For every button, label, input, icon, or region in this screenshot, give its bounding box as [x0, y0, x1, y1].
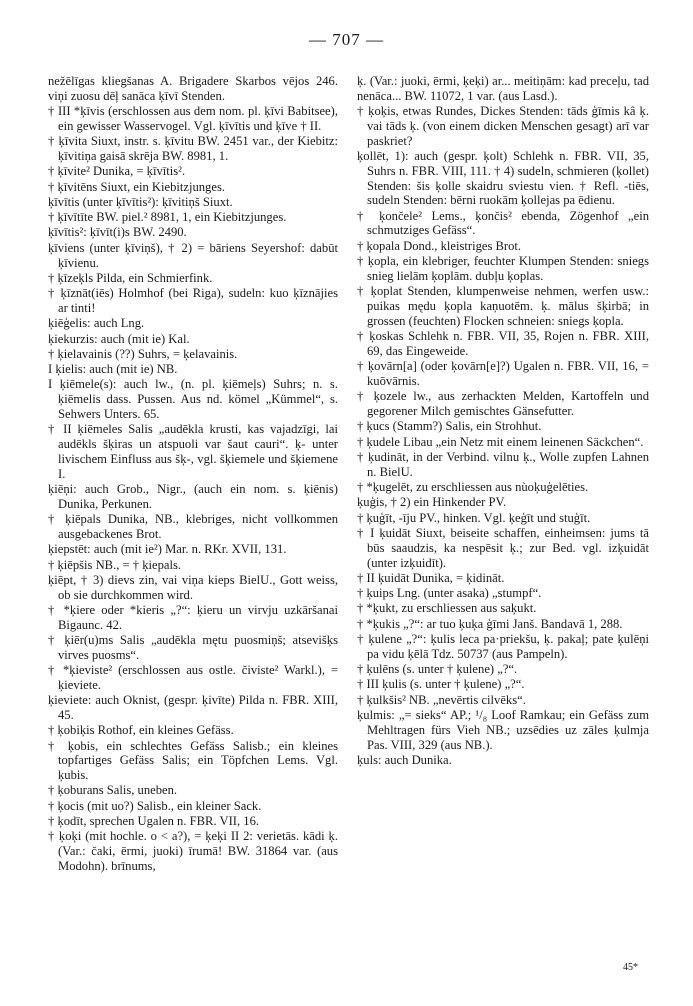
dictionary-entry: nežēlīgas kliegšanas A. Brigadere Skarbos vējos 246. viņi zuosu dēļ sanāca ķīvī Stenden. — [48, 74, 338, 103]
dictionary-entry: † *ķieviste² (erschlossen aus ostle. čiviste² Warkl.), = ķieviete. — [48, 663, 338, 692]
dictionary-entry: ķīvītis (unter ķīvītis²): ķīvitiņš Siuxt. — [48, 194, 233, 209]
dictionary-entry: † *ķukt, zu erschliessen aus saķukt. — [357, 601, 537, 616]
dictionary-entry: ķīviens (unter ķīviņš), † 2) = bāriens Seyershof: dabūt ķīvienu. — [48, 240, 338, 270]
dictionary-entry: † ķudele Libau „ein Netz mit einem leinenen Säckchen“. — [357, 434, 644, 449]
dictionary-entry: † ķudināt, in der Verbind. vilnu ķ., Wolle zupfen Lahnen n. BielU. — [357, 449, 649, 479]
dictionary-entry: † ķončele² Lems., ķončis² ebenda, Zögenhof „ein schmutziges Gefäss“. — [357, 208, 649, 238]
dictionary-entry: † ķuips Lng. (unter asaka) „stumpf“. — [357, 586, 542, 601]
dictionary-entry: † ķozele lw., aus zerhackten Melden, Kartoffeln und gegorener Milch gemischtes Gänsefutter. — [357, 389, 649, 419]
left-column — [48, 74, 338, 874]
dictionary-entry: † ķodīt, sprechen Ugalen n. FBR. VII, 16. — [48, 814, 260, 829]
dictionary-entry: ķulmis: „= sieks“ AP.; ¹/₈ Loof Ramkau; ein Gefäss zum Mehltragen fürs Vieh NB.; uzsēdies uz zāles ķulmja Pas. VIII, 329 (aus NB.). — [357, 707, 649, 752]
dictionary-entry: ķīvītis²: ķīvīt(i)s BW. 2490. — [48, 225, 187, 240]
dictionary-entry: † ķocis (mit uo?) Salisb., ein kleiner Sack. — [48, 798, 262, 813]
dictionary-entry: † ķīvītīte BW. piel.² 8981, 1, ein Kiebitzjunges. — [48, 210, 287, 225]
dictionary-entry: † ķiēr(u)ms Salis „audēkla mętu puosmiņš; atsevišķs virves puosms“. — [48, 632, 338, 662]
page-number: — 707 — — [309, 30, 384, 49]
dictionary-entry: † ķoskas Schlehk n. FBR. VII, 35, Rojen n. FBR. XIII, 69, das Eingeweide. — [357, 329, 649, 358]
dictionary-entry: † ķoburans Salis, uneben. — [48, 783, 178, 798]
dictionary-entry: † III ķulis (s. unter † ķulene) „?“. — [357, 677, 525, 692]
dictionary-entry: † ķobis, ein schlechtes Gefäss Salisb.; ein kleines topfartiges Gefäss Salis; ein Töpfchen Lems. Vgl. ķubis. — [48, 738, 338, 783]
dictionary-entry: † ķulene „?“: ķulis leca pa·priekšu, ķ. pakaļ; pate ķulēņi pa vidu ķēlā Tdz. 50737 (aus Pampeln). — [357, 631, 649, 661]
dictionary-entry: † I ķuidāt Siuxt, beiseite schaffen, einheimsen: jums tā būs saaudzis, ka nespēsit ķ.; zur Bed. vgl. izķuidāt (unter izķuidīt). — [357, 525, 649, 570]
dictionary-entry: ķiēpt, † 3) dievs zin, vai viņa kieps BielU., Gott weiss, ob sie durchkommen wird. — [48, 572, 338, 602]
dictionary-entry: † ķielavainis (??) Suhrs, = ķelavainis. — [48, 346, 238, 361]
dictionary-entry: † ķiēpals Dunika, NB., klebriges, nicht vollkommen ausgebackenes Brot. — [48, 512, 338, 541]
dictionary-entry: † ķulkšis² NB. „nevērtis cilvēks“. — [357, 692, 526, 707]
dictionary-entry: ķiēģelis: auch Lng. — [48, 316, 145, 331]
dictionary-entry: † III *ķīvis (erschlossen aus dem nom. pl. ķīvi Babitsee), ein gewisser Wasservogel. Vgl. ķīvītis und ķīve † II. — [48, 104, 338, 133]
dictionary-entry: ķ. (Var.: juoki, ērmi, ķeķi) ar... meitiņām: kad preceļu, tad nenāca... BW. 11072, 1 var. (aus Lasd.). — [357, 74, 649, 103]
dictionary-entry: † ķoķi (mit hochle. o < a?), = ķeķi II 2: verietās. kādi ķ. (Var.: čaki, ērmi, juoki) īrumā! BW. 31864 var. (aus Modohn). brīnums, — [48, 829, 338, 873]
dictionary-entry: † ķoķis, etwas Rundes, Dickes Stenden: tāds ģīmis kâ ķ. vai tāds ķ. (von einem dicken Menschen gesagt) arī var paskriet? — [357, 104, 649, 148]
dictionary-entry: † ķovārn[a] (oder ķovārn[e]?) Ugalen n. FBR. VII, 16, = kuōvārnis. — [357, 359, 649, 388]
dictionary-entry: † ķopla, ein klebriger, feuchter Klumpen Stenden: sniegs snieg lielām ķoplām. dubļu ķoplas. — [357, 254, 649, 283]
dictionary-entry: I ķielis: auch (mit ie) NB. — [48, 362, 178, 377]
dictionary-entry: † ķucs (Stamm?) Salis, ein Strohhut. — [357, 419, 542, 434]
dictionary-entry: ķuls: auch Dunika. — [357, 752, 452, 767]
dictionary-entry: † II ķiēmeles Salis „audēkla krusti, kas vajadzīgi, lai audēkls šķiras un atspuoli var šaut cauri“. ķ- unter livischem Einfluss aus šķ-, vgl. šķiemele und šķiemene I. — [48, 422, 338, 481]
right-column — [357, 74, 649, 768]
dictionary-entry: † ķīvite² Dunika, = ķīvītis². — [48, 164, 186, 179]
dictionary-entry: † *ķiere oder *kieris „?“: ķieru un virvju uzkāršanai Bigaunc. 42. — [48, 602, 338, 632]
dictionary-entry: † ķiēpšis NB., = † ķiepals. — [48, 557, 182, 572]
dictionary-entry: ķiepstēt: auch (mit ie²) Mar. n. RKr. XVII, 131. — [48, 542, 287, 557]
dictionary-entry: † ķobiķis Rothof, ein kleines Gefäss. — [48, 723, 234, 738]
dictionary-entry: † ķīzeķls Pilda, ein Schmierfink. — [48, 270, 213, 285]
dictionary-entry: † ķoplat Stenden, klumpenweise nehmen, werfen usw.: puikas mędu ķopla kaņuotēm. ķ. mālus šķirbā; in grossen (feuchten) Flocken schneien: sniegs ķopla. — [357, 284, 649, 328]
dictionary-entry: † *ķukis „?“: ar tuo ķuķa ģīmi Janš. Bandavā 1, 288. — [357, 616, 623, 631]
dictionary-entry: ķuģis, † 2) ein Hinkender PV. — [357, 495, 507, 510]
dictionary-entry: ķieviete: auch Oknist, (gespr. ķivīte) Pilda n. FBR. XIII, 45. — [48, 693, 338, 722]
dictionary-entry: ķollēt, 1): auch (gespr. ķolt) Schlehk n. FBR. VII, 35, Suhrs n. FBR. VIII, 111. † 4) sudeln, schmieren (ķollet) Stenden: šis ķolle skaidru sviestu vien. † Refl. -tiēs, sudeln Stenden: bērni ruokām ķollejas pa ēdienu. — [357, 148, 649, 208]
dictionary-entry: † *ķugelēt, zu erschliessen aus nùoķuģelēties. — [357, 480, 589, 495]
dictionary-entry: † ķīvita Siuxt, instr. s. ķīvitu BW. 2451 var., der Kiebitz: ķīvitiņa gaisā skrēja BW. 8981, 1. — [48, 134, 338, 163]
dictionary-entry: † ķuģīt, -īju PV., hinken. Vgl. ķeģīt und stuģīt. — [357, 510, 591, 525]
dictionary-entry: † ķopala Dond., kleistriges Brot. — [357, 238, 522, 253]
dictionary-entry: ķiekurzis: auch (mit ie) Kal. — [48, 331, 190, 346]
dictionary-entry: † ķīvitēns Siuxt, ein Kiebitzjunges. — [48, 179, 225, 194]
dictionary-entry: † ķulēns (s. unter † ķulene) „?“. — [357, 662, 518, 677]
dictionary-entry: † ķīznāt(iēs) Holmhof (bei Riga), sudeln: kuo ķīznājies ar tinti! — [48, 286, 338, 315]
dictionary-entry: † II ķuidāt Dunika, = ķidināt. — [357, 570, 505, 585]
dictionary-entry: I ķiēmele(s): auch lw., (n. pl. ķiēmeļs) Suhrs; n. s. ķiēmelis dass. Pussen. Aus nd. kömel „Kümmel“, s. Sehwers Unters. 65. — [48, 377, 338, 422]
dictionary-entry: ķiēņi: auch Grob., Nigr., (auch ein nom. s. ķiēnis) Dunika, Perkunen. — [48, 482, 338, 511]
signature-mark: 45* — [623, 962, 638, 973]
